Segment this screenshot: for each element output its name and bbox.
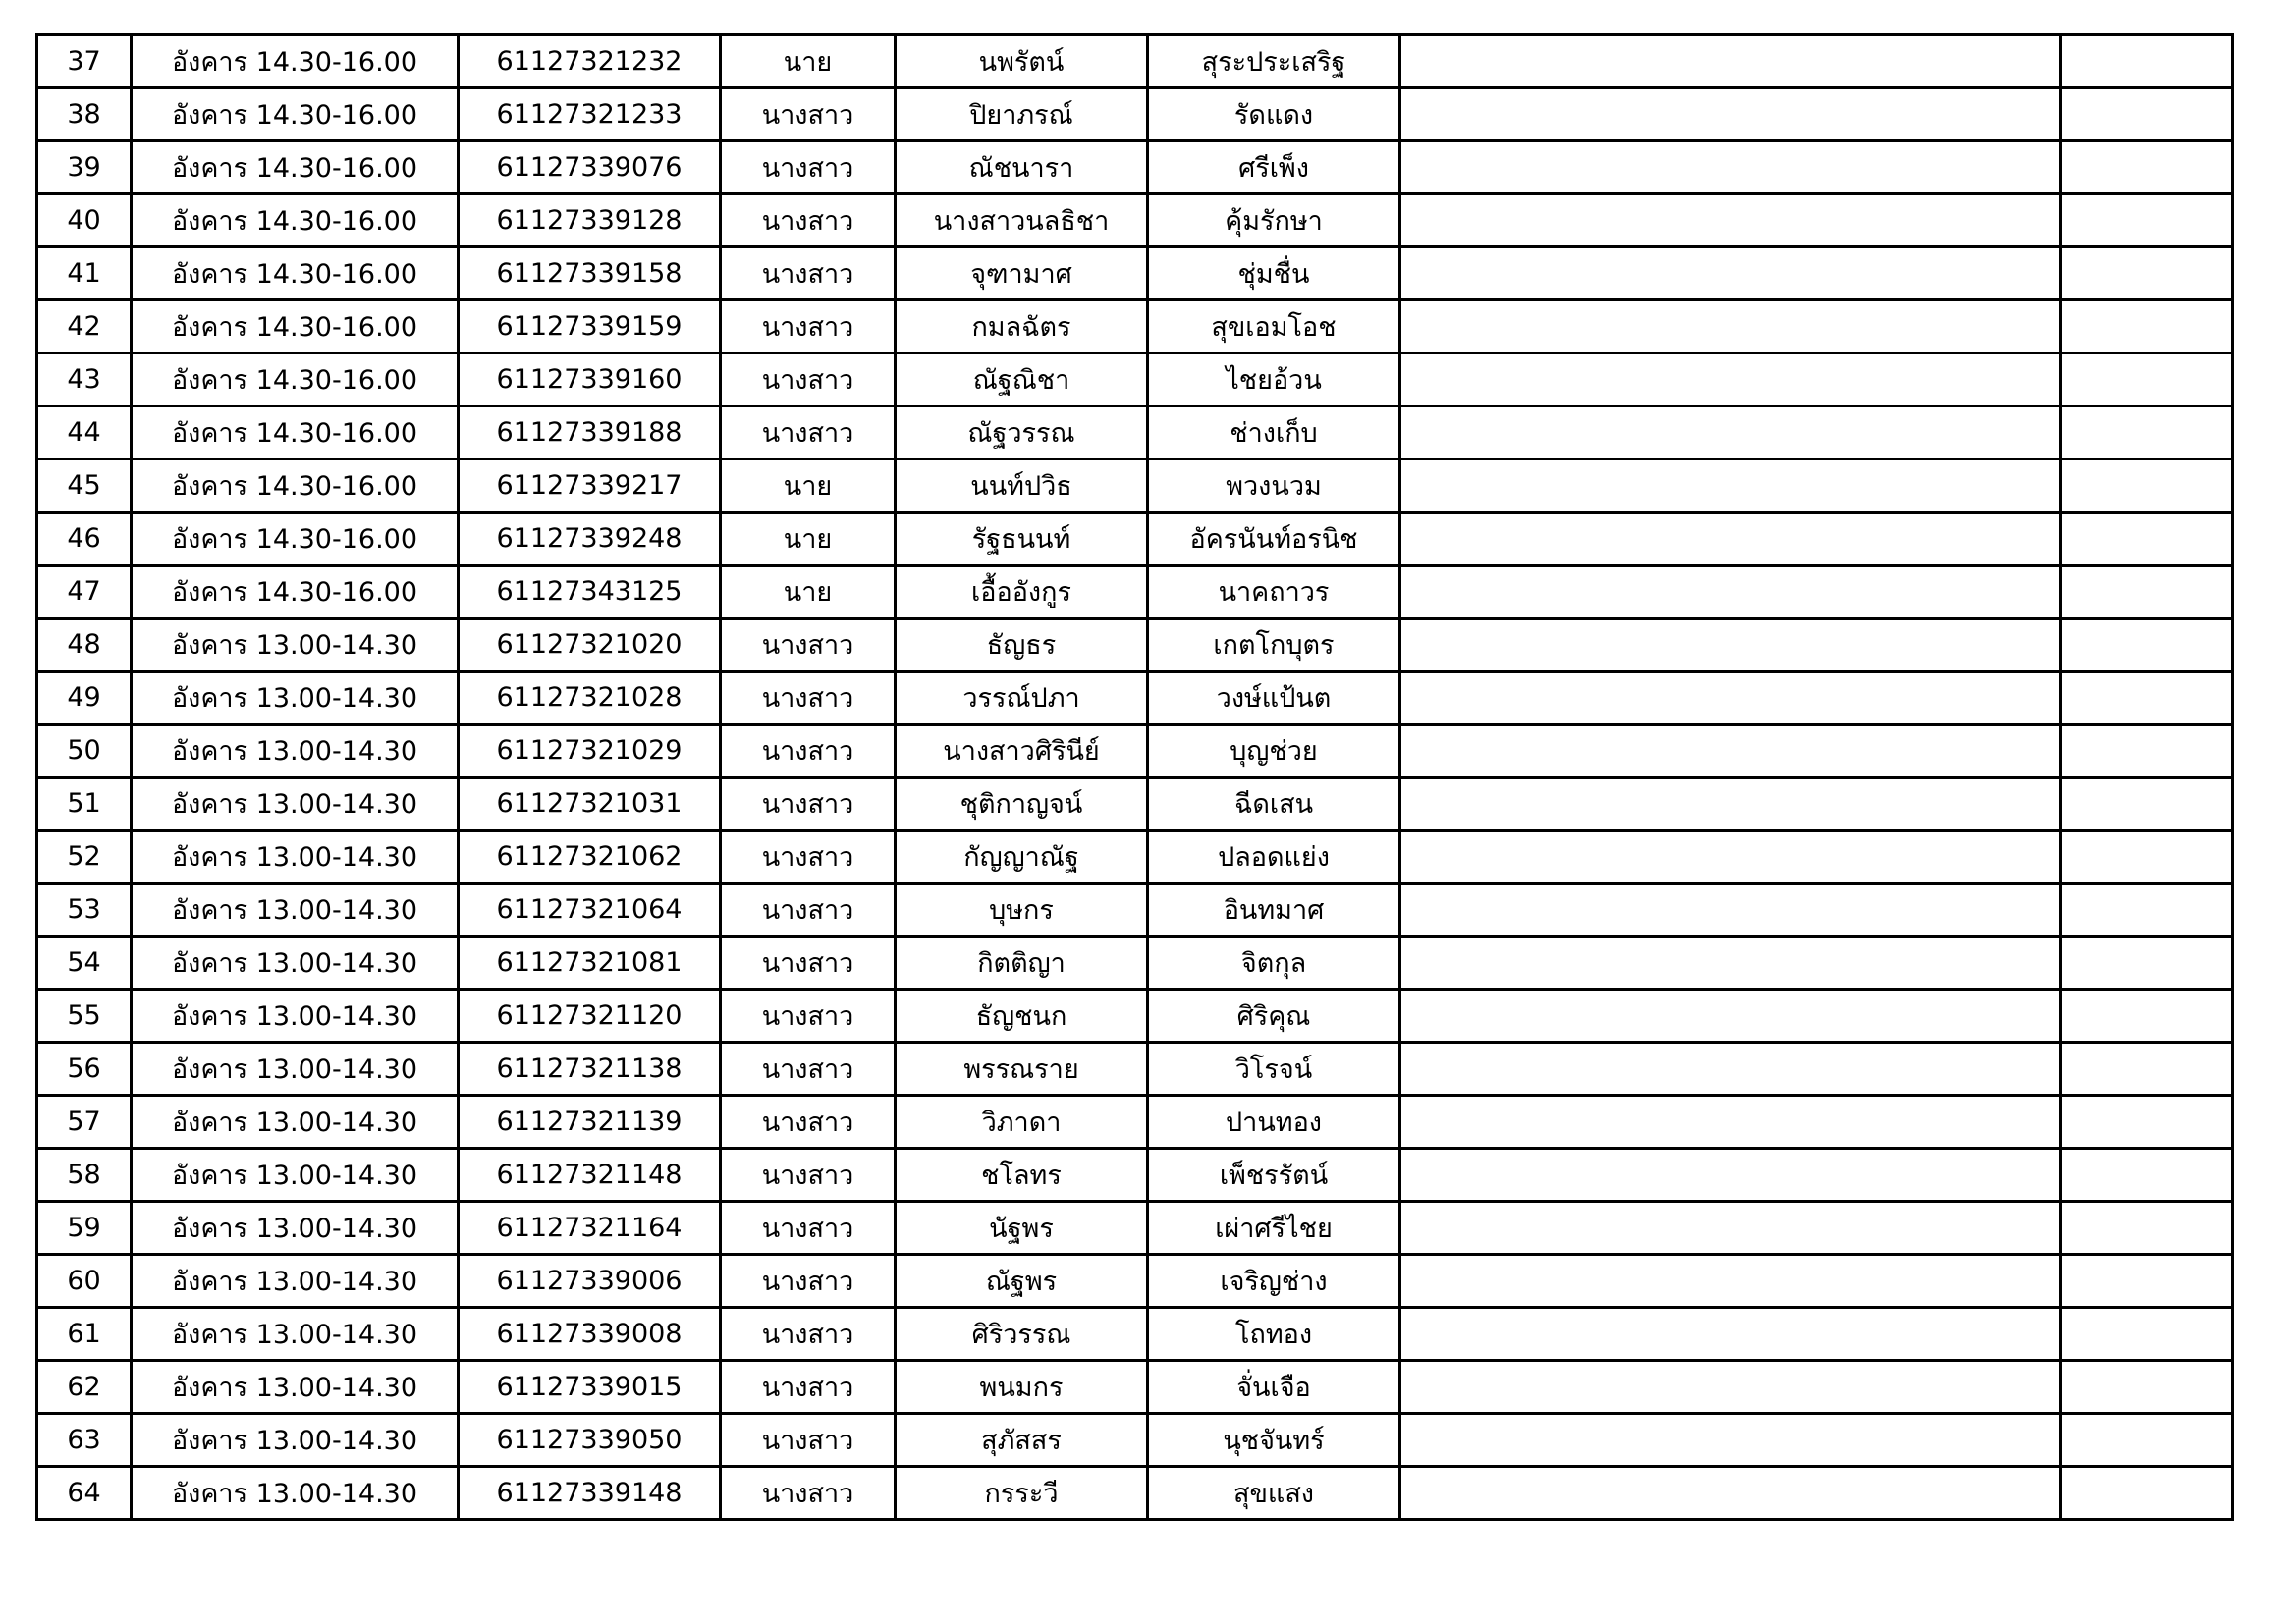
row-number-cell: 47 bbox=[37, 566, 132, 619]
last-name-cell: ปลอดแย่ง bbox=[1148, 831, 1400, 884]
title-cell: นาย bbox=[721, 460, 896, 513]
table-row bbox=[37, 460, 2233, 513]
session-cell: อังคาร 13.00-14.30 bbox=[132, 1255, 459, 1308]
last-name-cell: คุ้มรักษา bbox=[1148, 194, 1400, 247]
blank-signature-cell bbox=[2061, 672, 2233, 725]
blank-note-cell bbox=[1400, 1096, 2061, 1149]
blank-signature-cell bbox=[2061, 353, 2233, 406]
table-row bbox=[37, 831, 2233, 884]
row-number-cell: 49 bbox=[37, 672, 132, 725]
student-id-cell: 61127339006 bbox=[459, 1255, 721, 1308]
title-cell: นางสาว bbox=[721, 353, 896, 406]
title-cell: นางสาว bbox=[721, 1361, 896, 1414]
session-cell: อังคาร 13.00-14.30 bbox=[132, 672, 459, 725]
session-cell: อังคาร 14.30-16.00 bbox=[132, 406, 459, 460]
blank-note-cell bbox=[1400, 831, 2061, 884]
blank-signature-cell bbox=[2061, 778, 2233, 831]
student-roster-table bbox=[35, 33, 2234, 1521]
blank-note-cell bbox=[1400, 1043, 2061, 1096]
row-number-cell: 39 bbox=[37, 141, 132, 194]
first-name-cell: รัฐธนนท์ bbox=[896, 513, 1148, 566]
blank-note-cell bbox=[1400, 35, 2061, 88]
student-id-cell: 61127339248 bbox=[459, 513, 721, 566]
session-cell: อังคาร 14.30-16.00 bbox=[132, 88, 459, 141]
table-row bbox=[37, 88, 2233, 141]
first-name-cell: นนท์ปวิธ bbox=[896, 460, 1148, 513]
row-number-cell: 48 bbox=[37, 619, 132, 672]
table-row bbox=[37, 141, 2233, 194]
first-name-cell: พรรณราย bbox=[896, 1043, 1148, 1096]
blank-note-cell bbox=[1400, 513, 2061, 566]
blank-signature-cell bbox=[2061, 35, 2233, 88]
blank-note-cell bbox=[1400, 619, 2061, 672]
table-row bbox=[37, 247, 2233, 300]
blank-note-cell bbox=[1400, 247, 2061, 300]
blank-note-cell bbox=[1400, 194, 2061, 247]
title-cell: นางสาว bbox=[721, 884, 896, 937]
row-number-cell: 59 bbox=[37, 1202, 132, 1255]
blank-signature-cell bbox=[2061, 1255, 2233, 1308]
student-id-cell: 61127339159 bbox=[459, 300, 721, 353]
blank-note-cell bbox=[1400, 1308, 2061, 1361]
blank-note-cell bbox=[1400, 1149, 2061, 1202]
first-name-cell: เอื้ออังกูร bbox=[896, 566, 1148, 619]
blank-note-cell bbox=[1400, 1202, 2061, 1255]
session-cell: อังคาร 13.00-14.30 bbox=[132, 884, 459, 937]
session-cell: อังคาร 14.30-16.00 bbox=[132, 566, 459, 619]
table-row bbox=[37, 672, 2233, 725]
blank-note-cell bbox=[1400, 353, 2061, 406]
student-id-cell: 61127339158 bbox=[459, 247, 721, 300]
first-name-cell: สุภัสสร bbox=[896, 1414, 1148, 1467]
row-number-cell: 40 bbox=[37, 194, 132, 247]
blank-signature-cell bbox=[2061, 1096, 2233, 1149]
title-cell: นางสาว bbox=[721, 194, 896, 247]
first-name-cell: กิตติญา bbox=[896, 937, 1148, 990]
table-row bbox=[37, 566, 2233, 619]
session-cell: อังคาร 14.30-16.00 bbox=[132, 300, 459, 353]
row-number-cell: 56 bbox=[37, 1043, 132, 1096]
session-cell: อังคาร 13.00-14.30 bbox=[132, 1308, 459, 1361]
table-row bbox=[37, 937, 2233, 990]
table-row bbox=[37, 1467, 2233, 1520]
first-name-cell: ชุติกาญจน์ bbox=[896, 778, 1148, 831]
blank-signature-cell bbox=[2061, 406, 2233, 460]
blank-signature-cell bbox=[2061, 566, 2233, 619]
blank-signature-cell bbox=[2061, 884, 2233, 937]
title-cell: นางสาว bbox=[721, 300, 896, 353]
first-name-cell: ณัฐพร bbox=[896, 1255, 1148, 1308]
session-cell: อังคาร 13.00-14.30 bbox=[132, 990, 459, 1043]
blank-signature-cell bbox=[2061, 619, 2233, 672]
row-number-cell: 45 bbox=[37, 460, 132, 513]
blank-signature-cell bbox=[2061, 937, 2233, 990]
student-id-cell: 61127339188 bbox=[459, 406, 721, 460]
last-name-cell: สุระประเสริฐ bbox=[1148, 35, 1400, 88]
table-row bbox=[37, 884, 2233, 937]
row-number-cell: 62 bbox=[37, 1361, 132, 1414]
blank-signature-cell bbox=[2061, 990, 2233, 1043]
blank-note-cell bbox=[1400, 460, 2061, 513]
title-cell: นางสาว bbox=[721, 672, 896, 725]
table-row bbox=[37, 1043, 2233, 1096]
title-cell: นางสาว bbox=[721, 1308, 896, 1361]
student-id-cell: 61127321064 bbox=[459, 884, 721, 937]
blank-note-cell bbox=[1400, 937, 2061, 990]
row-number-cell: 61 bbox=[37, 1308, 132, 1361]
roster-body bbox=[37, 35, 2233, 1520]
last-name-cell: พวงนวม bbox=[1148, 460, 1400, 513]
title-cell: นางสาว bbox=[721, 1414, 896, 1467]
table-row bbox=[37, 778, 2233, 831]
row-number-cell: 64 bbox=[37, 1467, 132, 1520]
session-cell: อังคาร 13.00-14.30 bbox=[132, 1043, 459, 1096]
last-name-cell: ชุ่มชื่น bbox=[1148, 247, 1400, 300]
last-name-cell: เกตโกบุตร bbox=[1148, 619, 1400, 672]
table-row bbox=[37, 725, 2233, 778]
student-id-cell: 61127321062 bbox=[459, 831, 721, 884]
title-cell: นาย bbox=[721, 35, 896, 88]
row-number-cell: 60 bbox=[37, 1255, 132, 1308]
blank-signature-cell bbox=[2061, 300, 2233, 353]
blank-signature-cell bbox=[2061, 1043, 2233, 1096]
table-row bbox=[37, 1308, 2233, 1361]
first-name-cell: กมลฉัตร bbox=[896, 300, 1148, 353]
blank-signature-cell bbox=[2061, 1202, 2233, 1255]
student-id-cell: 61127321081 bbox=[459, 937, 721, 990]
last-name-cell: นาคถาวร bbox=[1148, 566, 1400, 619]
student-id-cell: 61127339015 bbox=[459, 1361, 721, 1414]
blank-note-cell bbox=[1400, 1361, 2061, 1414]
blank-signature-cell bbox=[2061, 725, 2233, 778]
student-id-cell: 61127321120 bbox=[459, 990, 721, 1043]
last-name-cell: อัครนันท์อรนิช bbox=[1148, 513, 1400, 566]
session-cell: อังคาร 13.00-14.30 bbox=[132, 1467, 459, 1520]
title-cell: นางสาว bbox=[721, 88, 896, 141]
student-id-cell: 61127321164 bbox=[459, 1202, 721, 1255]
session-cell: อังคาร 14.30-16.00 bbox=[132, 353, 459, 406]
blank-note-cell bbox=[1400, 566, 2061, 619]
session-cell: อังคาร 13.00-14.30 bbox=[132, 1202, 459, 1255]
student-id-cell: 61127321233 bbox=[459, 88, 721, 141]
session-cell: อังคาร 14.30-16.00 bbox=[132, 460, 459, 513]
row-number-cell: 44 bbox=[37, 406, 132, 460]
blank-note-cell bbox=[1400, 990, 2061, 1043]
blank-note-cell bbox=[1400, 1467, 2061, 1520]
title-cell: นางสาว bbox=[721, 937, 896, 990]
blank-signature-cell bbox=[2061, 141, 2233, 194]
blank-signature-cell bbox=[2061, 831, 2233, 884]
blank-signature-cell bbox=[2061, 88, 2233, 141]
title-cell: นางสาว bbox=[721, 247, 896, 300]
blank-signature-cell bbox=[2061, 1414, 2233, 1467]
student-id-cell: 61127339217 bbox=[459, 460, 721, 513]
first-name-cell: ธัญธร bbox=[896, 619, 1148, 672]
blank-note-cell bbox=[1400, 406, 2061, 460]
last-name-cell: รัดแดง bbox=[1148, 88, 1400, 141]
title-cell: นางสาว bbox=[721, 1467, 896, 1520]
table-row bbox=[37, 300, 2233, 353]
blank-signature-cell bbox=[2061, 1149, 2233, 1202]
session-cell: อังคาร 14.30-16.00 bbox=[132, 513, 459, 566]
last-name-cell: บุญช่วย bbox=[1148, 725, 1400, 778]
row-number-cell: 54 bbox=[37, 937, 132, 990]
last-name-cell: เพ็ชรรัตน์ bbox=[1148, 1149, 1400, 1202]
first-name-cell: กรระวี bbox=[896, 1467, 1148, 1520]
student-id-cell: 61127321020 bbox=[459, 619, 721, 672]
row-number-cell: 46 bbox=[37, 513, 132, 566]
student-id-cell: 61127321148 bbox=[459, 1149, 721, 1202]
last-name-cell: ไชยอ้วน bbox=[1148, 353, 1400, 406]
blank-note-cell bbox=[1400, 141, 2061, 194]
blank-note-cell bbox=[1400, 1414, 2061, 1467]
student-id-cell: 61127339148 bbox=[459, 1467, 721, 1520]
last-name-cell: เผ่าศรีไชย bbox=[1148, 1202, 1400, 1255]
row-number-cell: 53 bbox=[37, 884, 132, 937]
first-name-cell: นางสาวศิรินีย์ bbox=[896, 725, 1148, 778]
student-id-cell: 61127321031 bbox=[459, 778, 721, 831]
title-cell: นางสาว bbox=[721, 831, 896, 884]
blank-signature-cell bbox=[2061, 247, 2233, 300]
table-row bbox=[37, 1255, 2233, 1308]
title-cell: นางสาว bbox=[721, 1096, 896, 1149]
student-id-cell: 61127343125 bbox=[459, 566, 721, 619]
title-cell: นางสาว bbox=[721, 725, 896, 778]
table-row bbox=[37, 990, 2233, 1043]
last-name-cell: สุขเอมโอช bbox=[1148, 300, 1400, 353]
first-name-cell: ปิยาภรณ์ bbox=[896, 88, 1148, 141]
last-name-cell: ฉีดเสน bbox=[1148, 778, 1400, 831]
session-cell: อังคาร 14.30-16.00 bbox=[132, 194, 459, 247]
last-name-cell: วิโรจน์ bbox=[1148, 1043, 1400, 1096]
title-cell: นางสาว bbox=[721, 1202, 896, 1255]
blank-signature-cell bbox=[2061, 460, 2233, 513]
session-cell: อังคาร 13.00-14.30 bbox=[132, 725, 459, 778]
first-name-cell: ณัฐณิชา bbox=[896, 353, 1148, 406]
blank-signature-cell bbox=[2061, 1308, 2233, 1361]
blank-note-cell bbox=[1400, 725, 2061, 778]
first-name-cell: กัญญาณัฐ bbox=[896, 831, 1148, 884]
last-name-cell: ช่างเก็บ bbox=[1148, 406, 1400, 460]
first-name-cell: ศิริวรรณ bbox=[896, 1308, 1148, 1361]
row-number-cell: 37 bbox=[37, 35, 132, 88]
row-number-cell: 38 bbox=[37, 88, 132, 141]
last-name-cell: อินทมาศ bbox=[1148, 884, 1400, 937]
title-cell: นางสาว bbox=[721, 619, 896, 672]
first-name-cell: วรรณ์ปภา bbox=[896, 672, 1148, 725]
title-cell: นางสาว bbox=[721, 990, 896, 1043]
row-number-cell: 42 bbox=[37, 300, 132, 353]
student-id-cell: 61127339160 bbox=[459, 353, 721, 406]
blank-note-cell bbox=[1400, 1255, 2061, 1308]
row-number-cell: 50 bbox=[37, 725, 132, 778]
first-name-cell: ณัฐวรรณ bbox=[896, 406, 1148, 460]
row-number-cell: 55 bbox=[37, 990, 132, 1043]
last-name-cell: จิตกุล bbox=[1148, 937, 1400, 990]
blank-signature-cell bbox=[2061, 1467, 2233, 1520]
student-id-cell: 61127321139 bbox=[459, 1096, 721, 1149]
first-name-cell: ธัญชนก bbox=[896, 990, 1148, 1043]
session-cell: อังคาร 13.00-14.30 bbox=[132, 1149, 459, 1202]
session-cell: อังคาร 14.30-16.00 bbox=[132, 141, 459, 194]
last-name-cell: จั่นเจือ bbox=[1148, 1361, 1400, 1414]
title-cell: นางสาว bbox=[721, 1043, 896, 1096]
last-name-cell: นุชจันทร์ bbox=[1148, 1414, 1400, 1467]
table-row bbox=[37, 1096, 2233, 1149]
title-cell: นางสาว bbox=[721, 141, 896, 194]
table-row bbox=[37, 1149, 2233, 1202]
row-number-cell: 43 bbox=[37, 353, 132, 406]
last-name-cell: โถทอง bbox=[1148, 1308, 1400, 1361]
blank-signature-cell bbox=[2061, 513, 2233, 566]
row-number-cell: 51 bbox=[37, 778, 132, 831]
first-name-cell: บุษกร bbox=[896, 884, 1148, 937]
student-id-cell: 61127321028 bbox=[459, 672, 721, 725]
student-id-cell: 61127339050 bbox=[459, 1414, 721, 1467]
session-cell: อังคาร 14.30-16.00 bbox=[132, 247, 459, 300]
first-name-cell: นางสาวนลธิชา bbox=[896, 194, 1148, 247]
title-cell: นางสาว bbox=[721, 778, 896, 831]
last-name-cell: เจริญช่าง bbox=[1148, 1255, 1400, 1308]
first-name-cell: ชโลทร bbox=[896, 1149, 1148, 1202]
first-name-cell: จุฑามาศ bbox=[896, 247, 1148, 300]
blank-note-cell bbox=[1400, 778, 2061, 831]
session-cell: อังคาร 14.30-16.00 bbox=[132, 35, 459, 88]
row-number-cell: 52 bbox=[37, 831, 132, 884]
blank-note-cell bbox=[1400, 672, 2061, 725]
session-cell: อังคาร 13.00-14.30 bbox=[132, 937, 459, 990]
student-id-cell: 61127321232 bbox=[459, 35, 721, 88]
student-id-cell: 61127339128 bbox=[459, 194, 721, 247]
table-row bbox=[37, 35, 2233, 88]
title-cell: นางสาว bbox=[721, 1255, 896, 1308]
student-id-cell: 61127321138 bbox=[459, 1043, 721, 1096]
last-name-cell: วงษ์แป้นต bbox=[1148, 672, 1400, 725]
table-row bbox=[37, 1361, 2233, 1414]
last-name-cell: ศิริคุณ bbox=[1148, 990, 1400, 1043]
row-number-cell: 41 bbox=[37, 247, 132, 300]
row-number-cell: 58 bbox=[37, 1149, 132, 1202]
title-cell: นาย bbox=[721, 566, 896, 619]
table-row bbox=[37, 619, 2233, 672]
title-cell: นาย bbox=[721, 513, 896, 566]
student-id-cell: 61127339008 bbox=[459, 1308, 721, 1361]
blank-signature-cell bbox=[2061, 1361, 2233, 1414]
session-cell: อังคาร 13.00-14.30 bbox=[132, 778, 459, 831]
session-cell: อังคาร 13.00-14.30 bbox=[132, 1361, 459, 1414]
student-id-cell: 61127339076 bbox=[459, 141, 721, 194]
session-cell: อังคาร 13.00-14.30 bbox=[132, 1096, 459, 1149]
last-name-cell: ศรีเพ็ง bbox=[1148, 141, 1400, 194]
blank-note-cell bbox=[1400, 300, 2061, 353]
session-cell: อังคาร 13.00-14.30 bbox=[132, 1414, 459, 1467]
first-name-cell: พนมกร bbox=[896, 1361, 1148, 1414]
session-cell: อังคาร 13.00-14.30 bbox=[132, 619, 459, 672]
student-id-cell: 61127321029 bbox=[459, 725, 721, 778]
table-row bbox=[37, 406, 2233, 460]
row-number-cell: 63 bbox=[37, 1414, 132, 1467]
title-cell: นางสาว bbox=[721, 1149, 896, 1202]
blank-signature-cell bbox=[2061, 194, 2233, 247]
table-row bbox=[37, 353, 2233, 406]
session-cell: อังคาร 13.00-14.30 bbox=[132, 831, 459, 884]
first-name-cell: นัฐพร bbox=[896, 1202, 1148, 1255]
row-number-cell: 57 bbox=[37, 1096, 132, 1149]
blank-note-cell bbox=[1400, 884, 2061, 937]
last-name-cell: สุขแสง bbox=[1148, 1467, 1400, 1520]
last-name-cell: ปานทอง bbox=[1148, 1096, 1400, 1149]
table-row bbox=[37, 1202, 2233, 1255]
blank-note-cell bbox=[1400, 88, 2061, 141]
table-row bbox=[37, 513, 2233, 566]
first-name-cell: ณัชนารา bbox=[896, 141, 1148, 194]
table-row bbox=[37, 1414, 2233, 1467]
first-name-cell: นพรัตน์ bbox=[896, 35, 1148, 88]
table-row bbox=[37, 194, 2233, 247]
first-name-cell: วิภาดา bbox=[896, 1096, 1148, 1149]
title-cell: นางสาว bbox=[721, 406, 896, 460]
